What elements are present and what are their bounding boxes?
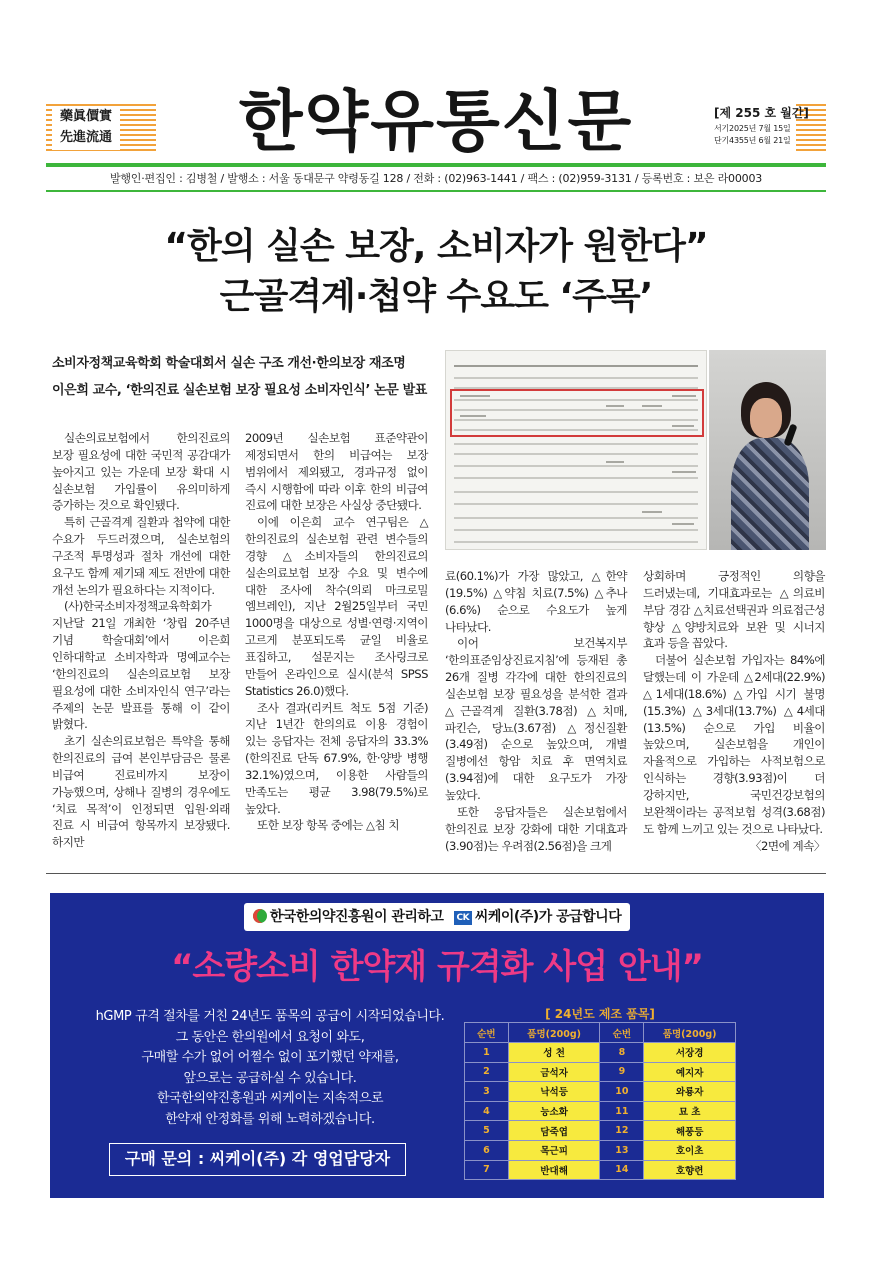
- table-cell: 성 천: [508, 1043, 600, 1063]
- subhead-line-2: 이은희 교수, ‘한의진료 실손보험 보장 필요성 소비자인식’ 논문 발표: [52, 383, 427, 398]
- table-cell: 5: [465, 1121, 509, 1141]
- paragraph: 더불어 실손보험 가입자는 84%에 달했는데 이 가운데 △2세대(22.9%) △1세대(18.6%) △가입 시기 불명(15.3%) △3세대(13.7%) △4세대(13.5%) 순으로 가입 비율이 높았으며, 실손보험을 개인이 자율적으로 가입하는 사적보험으로 인식하는 경향(3.93점)이 더 강하지만, 국민건강보험의 보완책이라는 공적보험 성격(3.68점)도 함께 느끼고 있는 것으로 나타났다.: [643, 653, 825, 836]
- highlight-box: [450, 389, 704, 437]
- table-header: 순번: [465, 1023, 509, 1043]
- survey-table-photo: [445, 350, 707, 550]
- article-headline: [46, 222, 826, 322]
- table-cell: 12: [600, 1121, 644, 1141]
- ad-body-line: 그 동안은 한의원에서 요청이 와도,: [175, 1029, 365, 1045]
- paragraph: 이에 이은희 교수 연구팀은 △한의진료의 실손보험 관련 변수들의 경향 △소비자들의 한의진료의 실손의료보험 보장 수요 및 변수에 대한 조사에 착수(의뢰 마크로밀 엠브레인), 지난 2월25일부터 국민 1000명을 대상으로 성별·연령·지역이 고르게 분포되도록 균일 비율로 표집하고, 설문지는 조사링크로 만들어 온라인으로 실시(분석 SPSS Statistics 26.0)했다.: [245, 515, 428, 698]
- table-cell: 14: [600, 1160, 644, 1180]
- continued-note: 〈2면에 계속〉: [749, 838, 825, 853]
- motto-text: [52, 106, 120, 150]
- issue-date-gregorian: 서기2025년 7월 15일: [714, 124, 791, 133]
- table-cell: 10: [600, 1082, 644, 1102]
- ad-sponsor-text-2: 씨케이(주)가 공급합니다: [474, 909, 622, 925]
- table-cell: 1: [465, 1043, 509, 1063]
- motto-badge: [46, 104, 156, 152]
- table-cell: 6: [465, 1140, 509, 1160]
- table-cell: 와룡자: [644, 1082, 736, 1102]
- paragraph: 또한 응답자들은 실손보험에서 한의진료 보장 강화에 대한 기대효과(3.90점)는 우려점(2.56점)을 크게: [445, 804, 627, 853]
- table-cell: 3: [465, 1082, 509, 1102]
- ad-sponsor-text-1: 한국한의약진흥원이 관리하고: [269, 909, 444, 925]
- newspaper-title: 한약유통신문: [238, 83, 634, 160]
- table-cell: 호이초: [644, 1140, 736, 1160]
- table-row: [465, 1101, 736, 1121]
- ad-body-line: 구매할 수가 없어 어쩔수 없이 포기했던 약재를,: [141, 1050, 399, 1065]
- product-table-title: [ 24년도 제조 품목]: [545, 1007, 655, 1021]
- table-cell: 낙석등: [508, 1082, 600, 1102]
- table-row: [465, 1082, 736, 1102]
- subhead-line-1: 소비자정책교육학회 학술대회서 실손 구조 개선·한의보장 재조명: [52, 356, 406, 371]
- ad-title: “소량소비 한약재 규격화 사업 안내”: [171, 947, 703, 987]
- ck-logo-icon: CK: [454, 911, 472, 925]
- advertisement: [50, 893, 824, 1198]
- ad-sponsor-banner: [244, 903, 630, 931]
- issue-date-dangun: 단기4355년 6월 21일: [714, 136, 791, 145]
- motto-line-2: 先進流通: [59, 130, 112, 145]
- issue-number: [제 255 호 월간]: [714, 106, 809, 120]
- table-header: 순번: [600, 1023, 644, 1043]
- paragraph: 상회하며 긍정적인 의향을 드러냈는데, 기대효과로는 △의료비 부담 경감 △치료선택권과 의료접근성 향상 △양방치료와 보완 및 시너지 효과 등을 꼽았다.: [643, 569, 825, 651]
- paragraph: 조사 결과(리커트 척도 5점 기준) 지난 1년간 한의의료 이용 경험이 있는 응답자는 전체 응답자의 33.3%(한의진료 단독 67.9%, 한·양방 병행 32.1%)였으며, 이용한 사람들의 만족도는 평균 3.98(79.5%)로 높았다.: [245, 700, 428, 816]
- table-row: [465, 1140, 736, 1160]
- masthead-rule-bottom: [46, 190, 826, 192]
- ad-body-line: 앞으로는 공급하실 수 있습니다.: [183, 1070, 357, 1086]
- article-column-3: [445, 568, 627, 854]
- table-cell: 묘 초: [644, 1101, 736, 1121]
- article-column-2: [245, 430, 428, 834]
- paragraph: 이어 보건복지부 ‘한의표준임상진료지침’에 등재된 총 26개 질병 각각에 대한 한의진료의 실손보험 보장 필요성을 분석한 결과 △근골격계 질환(3.78점) △치매, 파킨슨, 당뇨(3.67점) △정신질환(3.49점) 순으로 높았으며, 개별 질병에선 항암 치료 후 면역치료(3.94점)에 대한 요구도가 가장 높았다.: [445, 636, 627, 802]
- publisher-infobar: 발행인·편집인 : 김병철 / 발행소 : 서울 동대문구 약령동길 128 / 전화 : (02)963-1441 / 팩스 : (02)959-3131 / 등록번호 : 보은 라00003: [109, 172, 763, 185]
- ad-body-line: hGMP 규격 절차를 거친 24년도 품목의 공급이 시작되었습니다.: [95, 1009, 445, 1024]
- presenter-photo: [709, 350, 826, 550]
- table-row: [465, 1062, 736, 1082]
- ad-body-text: [70, 1007, 470, 1130]
- paragraph: (사)한국소비자정책교육학회가 지난달 21일 개최한 ‘창립 20주년 기념 학술대회’에서 이은희 인하대학교 소비자학과 명예교수는 ‘한의진료의 실손의료보험 보장 필요성에 대한 소비자인식 연구’라는 주제의 논문 발표를 통해 이 같이 밝혔다.: [52, 599, 230, 732]
- ad-body-line: 한약재 안정화를 위해 노력하겠습니다.: [165, 1111, 375, 1127]
- paragraph: 실손의료보험에서 한의진료의 보장 필요성에 대한 국민적 공감대가 높아지고 있는 가운데 보장 확대 시 실손보험 가입률이 유의미하게 증가하는 것으로 확인됐다.: [52, 431, 230, 513]
- table-cell: 9: [600, 1062, 644, 1082]
- table-cell: 2: [465, 1062, 509, 1082]
- table-row: [465, 1121, 736, 1141]
- table-cell: 능소화: [508, 1101, 600, 1121]
- table-cell: 호향련: [644, 1160, 736, 1180]
- section-divider: [46, 873, 826, 874]
- table-cell: 서장경: [644, 1043, 736, 1063]
- table-row: [465, 1160, 736, 1180]
- table-header: 품명(200g): [508, 1023, 600, 1043]
- paragraph: 특히 근골격계 질환과 첩약에 대한 수요가 두드러졌으며, 실손보험의 구조적 투명성과 절차 개선에 대한 요구도 함께 제기돼 제도 전반에 대한 개선 논의가 필요하다는 지적이다.: [52, 515, 230, 597]
- paragraph: 초기 실손의료보험은 특약을 통해 한의진료의 급여 본인부담금은 물론 비급여 진료비까지 보장이 가능했으며, 상해나 질병의 경우에도 ‘치료 목적’이 인정되면 입원·외래 진료 시 비급여 항목까지 보장됐다. 하지만: [52, 734, 230, 850]
- table-cell: 예지자: [644, 1062, 736, 1082]
- table-header-row: [465, 1023, 736, 1043]
- masthead-rule-top: [46, 163, 826, 167]
- headline-line-1: “한의 실손 보장, 소비자가 원한다”: [164, 226, 708, 267]
- table-cell: 11: [600, 1101, 644, 1121]
- table-cell: 반대해: [508, 1160, 600, 1180]
- table-cell: 담죽엽: [508, 1121, 600, 1141]
- ad-body-line: 한국한의약진흥원과 씨케이는 지속적으로: [156, 1091, 384, 1106]
- masthead: [46, 83, 826, 166]
- table-cell: 해풍등: [644, 1121, 736, 1141]
- product-table: [464, 1022, 736, 1180]
- issue-info: [714, 104, 826, 152]
- paragraph: 또한 보장 항목 중에는 △침 치: [257, 818, 400, 833]
- kiom-logo-icon: [253, 909, 267, 923]
- article-column-1: [52, 430, 230, 851]
- table-cell: 목근피: [508, 1140, 600, 1160]
- paragraph: 료(60.1%)가 가장 많았고, △한약(19.5%) △약침 치료(7.5%) △추나(6.6%) 순으로 수요도가 높게 나타났다.: [445, 569, 627, 634]
- table-cell: 13: [600, 1140, 644, 1160]
- table-cell: 8: [600, 1043, 644, 1063]
- table-cell: 7: [465, 1160, 509, 1180]
- ad-contact-box: 구매 문의 : 씨케이(주) 각 영업담당자: [109, 1143, 406, 1176]
- table-cell: 4: [465, 1101, 509, 1121]
- table-row: [465, 1043, 736, 1063]
- headline-line-2: 근골격계·첩약 수요도 ‘주목’: [219, 276, 653, 317]
- table-header: 품명(200g): [644, 1023, 736, 1043]
- table-cell: 금석자: [508, 1062, 600, 1082]
- article-column-4: [643, 568, 825, 854]
- paragraph: 2009년 실손보험 표준약관이 제정되면서 한의 비급여는 보장 범위에서 제외됐고, 경과규정 없이 즉시 시행함에 따라 이후 한의 비급여 진료에 대한 보장은 사실상 중단됐다.: [245, 431, 428, 513]
- motto-line-1: 藥眞價實: [59, 109, 112, 124]
